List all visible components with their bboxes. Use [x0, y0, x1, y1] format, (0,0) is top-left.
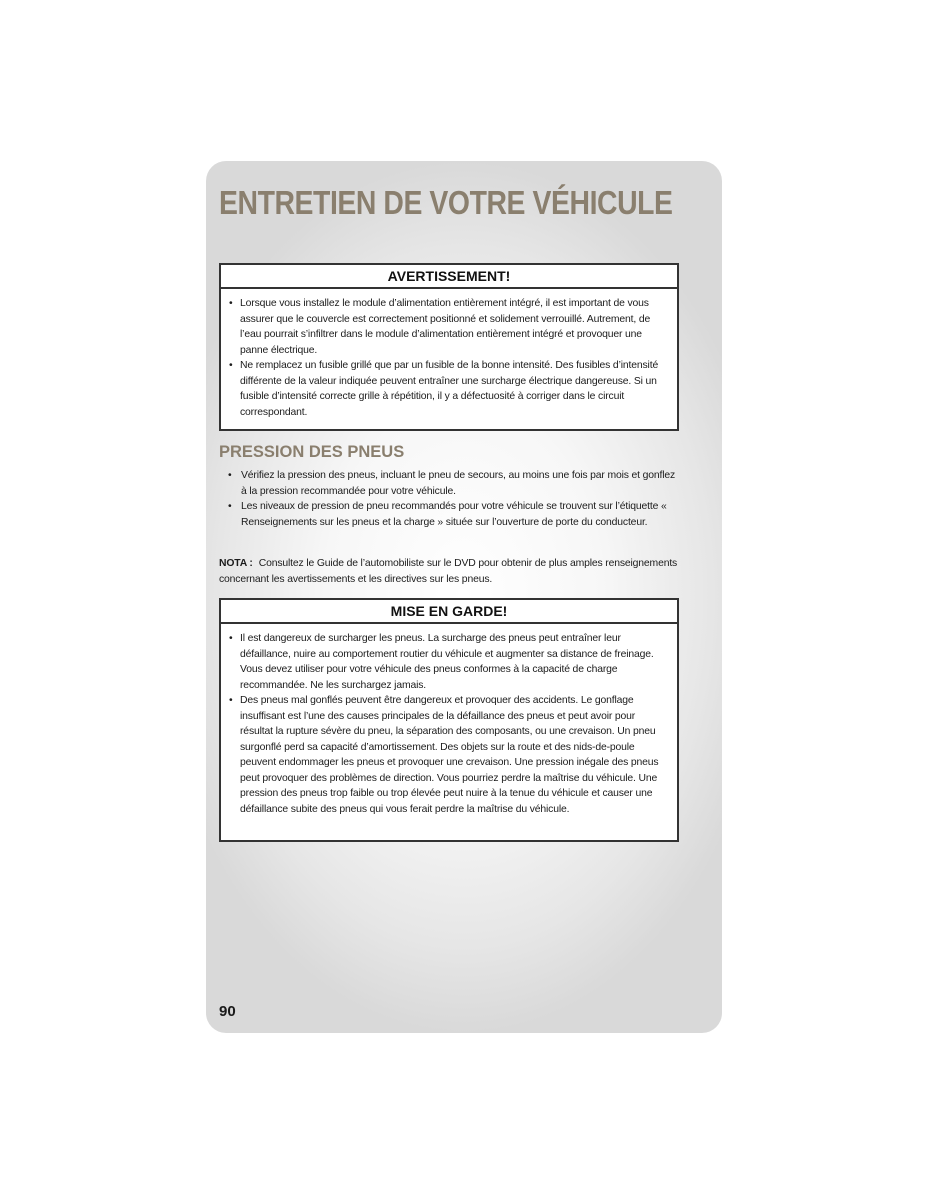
tire-pressure-list: [228, 468, 680, 530]
warning-item: • Ne remplacez un fusible grillé que par un fusible de la bonne intensité. Des fusibles d’intensité différente de la valeur indiquée peuvent entraîner une surcharge électrique dangereuse. Si un fusible d’intensité correcte grille à répétition, il y a défectuosité à corriger dans le circuit correspondant.: [229, 358, 669, 420]
manual-page: [206, 161, 722, 1033]
section-heading-tire-pressure: PRESSION DES PNEUS: [219, 443, 405, 461]
tire-pressure-item: • Vérifiez la pression des pneus, incluant le pneu de secours, au moins une fois par mois et gonflez à la pression recommandée pour votre véhicule.: [228, 468, 680, 499]
warning-item: • Lorsque vous installez le module d’alimentation entièrement intégré, il est important de vous assurer que le couvercle est correctement positionné et solidement verrouillé. Autrement, de l’eau pourrait s’infiltrer dans le module d’alimentation entièrement intégré et provoquer une panne électrique.: [229, 296, 669, 358]
warning-list: [221, 289, 677, 420]
page-number: 90: [219, 1003, 236, 1020]
note-paragraph: [219, 556, 679, 587]
note-text: Consultez le Guide de l’automobiliste sur le DVD pour obtenir de plus amples renseignements concernant les avertissements et les directives sur les pneus.: [219, 558, 678, 585]
caution-box-title: MISE EN GARDE!: [221, 600, 677, 624]
tire-pressure-item: • Les niveaux de pression de pneu recommandés pour votre véhicule se trouvent sur l’étiquette « Renseignements sur les pneus et la charge » située sur l’ouverture de porte du conducteur.: [228, 499, 680, 530]
caution-list: [221, 624, 677, 817]
caution-item: • Des pneus mal gonflés peuvent être dangereux et provoquer des accidents. Le gonflage insuffisant est l’une des causes principales de la défaillance des pneus et peut avoir pour résultat la rupture sévère du pneu, la séparation des composants, ou une crevaison. Un pneu surgonflé perd sa capacité d’amortissement. Des objets sur la route et des nids-de-poule peuvent endommager les pneus et provoquer une crevaison. Une pression inégale des pneus peut provoquer des problèmes de direction. Vous pourriez perdre la maîtrise du véhicule. Une pression des pneus trop faible ou trop élevée peut nuire à la tenue du véhicule et causer une défaillance subite des pneus qui vous ferait perdre la maîtrise du véhicule.: [229, 693, 669, 817]
warning-box-title: AVERTISSEMENT!: [221, 265, 677, 289]
warning-box: [219, 263, 679, 431]
chapter-title: ENTRETIEN DE VOTRE VÉHICULE: [219, 184, 673, 221]
caution-item: • Il est dangereux de surcharger les pneus. La surcharge des pneus peut entraîner leur défaillance, nuire au comportement routier du véhicule et augmenter sa distance de freinage. Vous devez utiliser pour votre véhicule des pneus conformes à la capacité de charge recommandée. Ne les surchargez jamais.: [229, 631, 669, 693]
caution-box: [219, 598, 679, 842]
note-label: NOTA :: [219, 558, 253, 569]
